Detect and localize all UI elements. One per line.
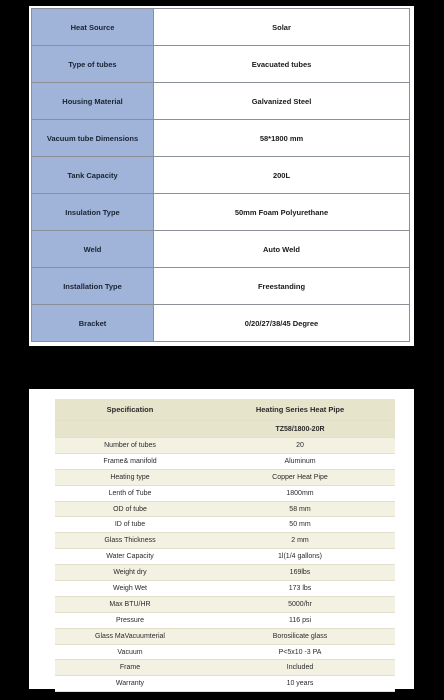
table-row — [55, 501, 395, 517]
spec-value: 116 psi — [205, 612, 395, 628]
row-label: Vacuum tube Dimensions — [32, 120, 154, 157]
table-row — [55, 485, 395, 501]
spec-label: Glass MaVacuumterial — [55, 628, 205, 644]
row-value: Auto Weld — [154, 231, 410, 268]
table-row — [55, 644, 395, 660]
table-row — [32, 305, 410, 342]
header-specification: Specification — [55, 399, 205, 421]
table-row — [55, 453, 395, 469]
spec-table-bottom — [55, 399, 395, 692]
table-row — [55, 549, 395, 565]
spec-label: Water Capacity — [55, 549, 205, 565]
spec-value: 10 years — [205, 676, 395, 692]
spec-value: 1800mm — [205, 485, 395, 501]
table-header-row — [55, 399, 395, 421]
spec-table-panel-top — [29, 6, 414, 346]
row-value: Solar — [154, 9, 410, 46]
row-label: Housing Material — [32, 83, 154, 120]
row-label: Installation Type — [32, 268, 154, 305]
table-row — [55, 628, 395, 644]
spec-value: 58 mm — [205, 501, 395, 517]
model-spacer — [55, 421, 205, 438]
row-label: Heat Source — [32, 9, 154, 46]
spec-value: P<5x10 -3 PA — [205, 644, 395, 660]
table-row — [55, 676, 395, 692]
row-label: Weld — [32, 231, 154, 268]
table-row — [55, 517, 395, 533]
spec-table-top — [31, 8, 410, 342]
spec-value: Included — [205, 660, 395, 676]
table-row — [32, 268, 410, 305]
spec-label: Frame — [55, 660, 205, 676]
spec-label: OD of tube — [55, 501, 205, 517]
spec-label: Frame& manifold — [55, 453, 205, 469]
row-value: 0/20/27/38/45 Degree — [154, 305, 410, 342]
spec-value: Aluminum — [205, 453, 395, 469]
table-row — [55, 581, 395, 597]
spec-label: Glass Thickness — [55, 533, 205, 549]
row-value: Galvanized Steel — [154, 83, 410, 120]
table-row — [32, 46, 410, 83]
spec-label: ID of tube — [55, 517, 205, 533]
spec-label: Lenth of Tube — [55, 485, 205, 501]
spec-label: Vacuum — [55, 644, 205, 660]
table-row — [32, 157, 410, 194]
spec-label: Heating type — [55, 469, 205, 485]
spec-value: 169lbs — [205, 565, 395, 581]
spec-label: Warranty — [55, 676, 205, 692]
table-row — [55, 469, 395, 485]
row-value: 50mm Foam Polyurethane — [154, 194, 410, 231]
row-value: 58*1800 mm — [154, 120, 410, 157]
spec-label: Pressure — [55, 612, 205, 628]
table-row — [32, 83, 410, 120]
spec-value: 5000/hr — [205, 596, 395, 612]
row-label: Bracket — [32, 305, 154, 342]
spec-table-panel-bottom — [29, 389, 414, 689]
model-number: TZ58/1800-20R — [205, 421, 395, 438]
header-heating-series: Heating Series Heat Pipe — [205, 399, 395, 421]
spec-value: 1l(1/4 gallons) — [205, 549, 395, 565]
row-value: Freestanding — [154, 268, 410, 305]
table-row — [32, 120, 410, 157]
row-label: Tank Capacity — [32, 157, 154, 194]
spec-value: 2 mm — [205, 533, 395, 549]
table-row — [55, 660, 395, 676]
spec-label: Number of tubes — [55, 438, 205, 454]
spec-value: 173 lbs — [205, 581, 395, 597]
table-row — [55, 438, 395, 454]
table-row — [55, 612, 395, 628]
spec-label: Max BTU/HR — [55, 596, 205, 612]
spec-label: Weigh Wet — [55, 581, 205, 597]
row-value: 200L — [154, 157, 410, 194]
spec-value: 20 — [205, 438, 395, 454]
row-label: Type of tubes — [32, 46, 154, 83]
spec-value: Copper Heat Pipe — [205, 469, 395, 485]
model-row — [55, 421, 395, 438]
spec-value: 50 mm — [205, 517, 395, 533]
spec-label: Weight dry — [55, 565, 205, 581]
table-row — [32, 231, 410, 268]
table-row — [32, 9, 410, 46]
table-row — [55, 533, 395, 549]
spec-value: Borosilicate glass — [205, 628, 395, 644]
table-row — [55, 596, 395, 612]
row-value: Evacuated tubes — [154, 46, 410, 83]
table-row — [55, 565, 395, 581]
table-row — [32, 194, 410, 231]
row-label: Insulation Type — [32, 194, 154, 231]
